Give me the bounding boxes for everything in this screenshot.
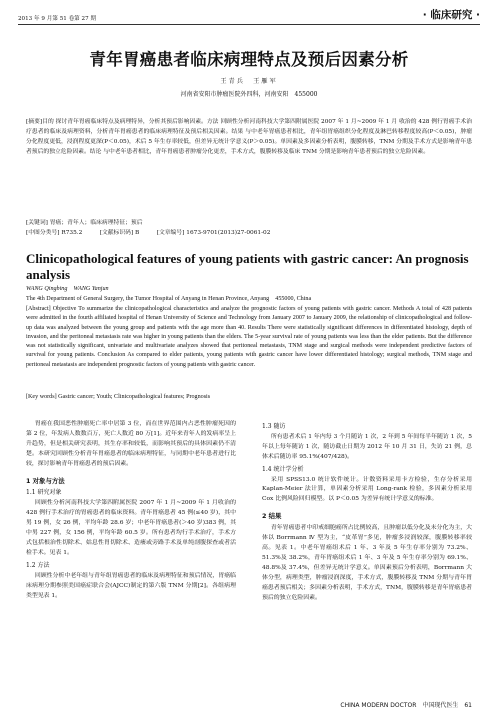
- subheading-statistics: 1.4 统计学分析: [262, 465, 304, 473]
- body-left-column: [26, 420, 236, 602]
- running-header: [18, 10, 480, 22]
- section-label: · 临床研究 ·: [422, 9, 480, 21]
- abstract-cn: [摘要]目的 探讨青年胃癌临床特点及病理特异，分析其预后影响因素。方法 回顾性分析河南科技大学第四附属医院 2007 年 1 月~2009 年 1 月 收治的 428 例行胃癌手术治疗患者的临床及病理资料，分析青年胃癌患者的临床病理特征及预后相关因素。结果 与中老年胃癌患者相比，青年组胃癌组织分化程度及淋巴转移程度较高(P＜0.05)，肿瘤分化程度更低，浸润程度更深(P＜0.05)，术后 5 年生存率较低，但差异无统计学意义(P＞0.05)。单因素及多因素分析表明，腹膜转移，TNM 分期及手术方式是影响青年患者预后的独立危险因素。结论 与中老年患者相比，青年胃癌患者肿瘤分化更差，手术方式，腹膜转移及临床 TNM 分期是影响青年患者预后的独立危险因素。: [26, 119, 472, 155]
- intro-paragraph: 胃癌在我国恶性肿瘤死亡率中居第 3 位，而在世界范围内占恶性肿瘤死因的第 2 位，年发病人数数百万，死亡人数近 80 万[1]。近年来青年人的发病率呈上升趋势，但是相关研究表明，其生存率和较低，而影响其预后的具体因素仍不清楚。本研究回顾性分析青年胃癌患者的临床病理特征，与同期中老年患者进行比较，探讨影响青年胃癌患者的预后因素。: [26, 421, 236, 467]
- subheading-methods: 1.2 方法: [26, 561, 50, 569]
- english-affiliation: The 4th Department of General Surgery, the Tumor Hospital of Anyang in Henan Province, Anyang 455000, China: [26, 296, 312, 302]
- subjects-paragraph: 回顾性分析河南科技大学第四附属医院 2007 年 1 月~2009 年 1 月收治的 428 例行手术治疗的胃癌患者的临床资料。青年胃癌患者 45 例(≤40 岁)，其中男 19 例，女 26 例，平均年龄 28.6 岁；中老年胃癌患者(＞40 岁)383 例，其中男 227 例，女 156 例，平均年龄 60.5 岁。所有患者均行手术治疗，手术方式包括根治性切除术、姑息性胃切除术、造瘘或旁路手术及单纯剖腹探查或者活检手术。见表 1。: [26, 500, 236, 556]
- subheading-followup: 1.3 随访: [262, 423, 286, 430]
- section-heading-methods: 1 对象与方法: [26, 476, 65, 485]
- authors: 王青兵 王雁军: [220, 78, 278, 85]
- followup-paragraph: 所有患者术后 1 年内每 3 个月随访 1 次，2 年到 5 年间每半年随访 1 次，5 年以上每年随访 1 次，随访截止日期为 2012 年 10 月 31 日，失访 21 例，总体术后随访率 95.1%(407/428)。: [262, 433, 472, 460]
- abstract-en: [Abstract] Objective To summarize the clinicopathological characteristics and analyze the prognostic factors of young patients with gastric cancer. Methods A total of 428 patients were admitted in the fourth affiliated hospital of Henan University of Science and Technology from January 2007 to January 2009, the relationship of clinicopathological and follow-up data was analyzed between the young group and patients with the age more than 40. Results There were statistically significant differences in differentiated histology, depth of invasion, and the peritoneal metastasis rate was higher in young patients than the elders. The 5-year survival rate of young patients was less than the elder patients. But the difference was not statistically significant, univariate and multivariate analyzes showed that peritoneal metastasis, TNM stage and surgical methods were independent predictive factors of survival for young patients. Conclusion As compared to elder patients, young patients with gastric cancer have lower differentiated histology; surgical methods, TNM stage and peritoneal metastasis are independent prognostic factors of young patients with gastric cancer.: [26, 306, 472, 368]
- results-paragraph: 青年胃癌患者中印戒细胞癌所占比例较高，且肿瘤以低分化及未分化为主，大体以 Borrmann Ⅳ 型为主，“皮革胃”多见，肿瘤多浸润较深，腹膜转移率较高。见表 1。中老年胃癌组术后 1 年、3 年及 5 年生存率分别为 73.2%、51.3%及 38.2%，青年胃癌组术后 1 年、3 年及 5 年生存率分别为 69.1%、48.8%及 37.4%，但差异无统计学意义。单因素预后分析表明，Borrmann 大体分型，病理类型，肿瘤浸润深度，手术方式，腹膜转移及 TNM 分期与青年胃癌患者预后相关；多因素分析表明，手术方式，TNM，腹膜转移是青年胃癌患者预后的独立危险因素。: [262, 525, 472, 601]
- section-heading-results: 2 结果: [262, 512, 282, 521]
- english-authors: WANG Qingbing WANG Yanjun: [26, 286, 109, 292]
- affiliation: 河南省安阳市肿瘤医院外四科，河南安阳 455000: [180, 91, 318, 98]
- subheading-subjects: 1.1 研究对象: [26, 489, 62, 497]
- body-right-column: [262, 420, 472, 604]
- english-title: Clinicopathological features of young patients with gastric cancer: An prognosis analysis: [26, 251, 469, 282]
- statistics-paragraph: 采用 SPSS13.0 统计软件统计。计数资料采用卡方检验，生存分析采用 Kaplan-Meier 法计算，单因素分析采用 Long-rank 检验，多因素分析采用 Cox 比例风险回归模型。以 P＜0.05 为差异有统计学意义的标准。: [262, 476, 472, 503]
- keywords-en: [Key words] Gastric cancer; Youth; Clinicopathological features; Prognosis: [26, 394, 211, 400]
- methods-paragraph: 回顾性分析中老年组与青年组胃癌患者的临床及病理特征和预后情况，胃癌临床病理分期参照美国癌症联合会(AJCC)制定的第六版 TNM 分期[2]。各组病理类型见表 1。: [26, 572, 236, 599]
- header-rule: [18, 24, 480, 25]
- page-footer: CHINA MODERN DOCTOR 中国现代医生 61: [340, 702, 472, 709]
- journal-info: 2013 年 9 月第 51 卷第 27 期: [18, 16, 97, 22]
- keywords-cn: [关键词] 胃癌；青年人；临床病理特征；预后: [26, 220, 143, 226]
- classification-line: [中图分类号] R735.2 [文献标识码] B [文章编号] 1673-9701(2013)27-0061-02: [26, 230, 271, 236]
- article-title: 青年胃癌患者临床病理特点及预后因素分析: [89, 50, 409, 69]
